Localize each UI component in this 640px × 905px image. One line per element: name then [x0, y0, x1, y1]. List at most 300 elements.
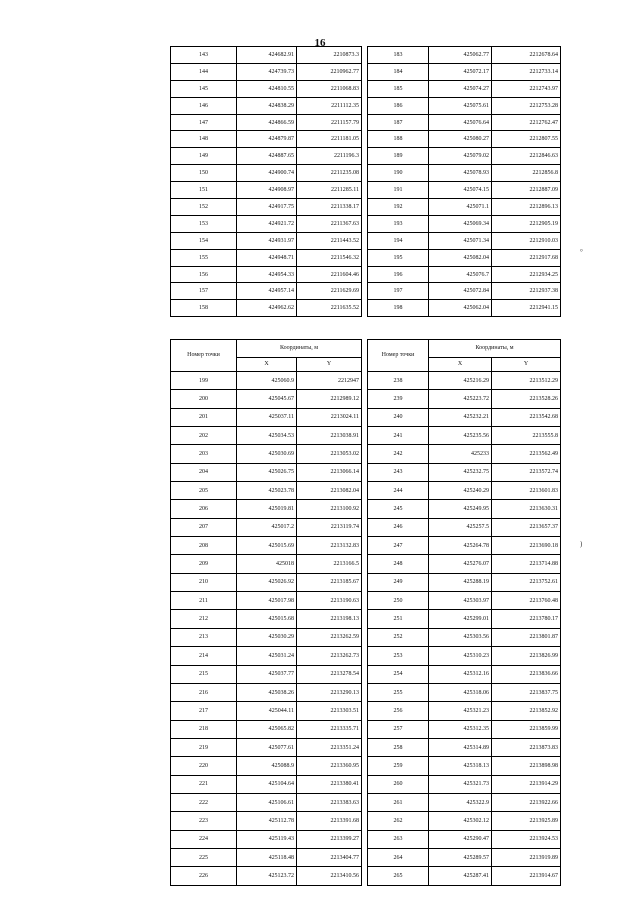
x-coordinate-cell: 425038.26	[237, 683, 297, 701]
point-number-cell: 220	[171, 757, 237, 775]
table-row	[171, 390, 362, 408]
point-number-cell: 243	[368, 463, 429, 481]
coordinates-table-1-left	[170, 46, 362, 317]
y-coordinate-cell: 2213262.73	[297, 647, 362, 665]
table-row	[368, 249, 561, 266]
table-row	[368, 199, 561, 216]
y-coordinate-cell: 2212887.09	[492, 182, 561, 199]
y-coordinate-cell: 2213752.61	[492, 573, 561, 591]
header-x: X	[237, 358, 297, 372]
point-number-cell: 188	[368, 131, 429, 148]
point-number-cell: 255	[368, 683, 429, 701]
y-coordinate-cell: 2211604.46	[297, 266, 362, 283]
y-coordinate-cell: 2213360.95	[297, 757, 362, 775]
table-row	[368, 848, 561, 866]
y-coordinate-cell: 2213100.92	[297, 500, 362, 518]
table-row	[171, 830, 362, 848]
y-coordinate-cell: 2211196.3	[297, 148, 362, 165]
x-coordinate-cell: 425026.75	[237, 463, 297, 481]
x-coordinate-cell: 425312.16	[429, 665, 492, 683]
table-row	[368, 683, 561, 701]
point-number-cell: 254	[368, 665, 429, 683]
table-row	[171, 114, 362, 131]
y-coordinate-cell: 2211235.08	[297, 165, 362, 182]
point-number-cell: 225	[171, 848, 237, 866]
table-row	[368, 80, 561, 97]
table-row	[368, 500, 561, 518]
x-coordinate-cell: 425321.73	[429, 775, 492, 793]
table-row	[368, 390, 561, 408]
x-coordinate-cell: 425299.01	[429, 610, 492, 628]
x-coordinate-cell: 424931.97	[237, 232, 297, 249]
header-coordinates: Координаты, м	[429, 340, 561, 358]
y-coordinate-cell: 2213391.68	[297, 812, 362, 830]
y-coordinate-cell: 2213303.51	[297, 702, 362, 720]
x-coordinate-cell: 425288.19	[429, 573, 492, 591]
x-coordinate-cell: 424838.29	[237, 97, 297, 114]
point-number-cell: 156	[171, 266, 237, 283]
point-number-cell: 242	[368, 445, 429, 463]
point-number-cell: 143	[171, 47, 237, 64]
y-coordinate-cell: 2213404.77	[297, 848, 362, 866]
x-coordinate-cell: 424879.87	[237, 131, 297, 148]
table-row	[171, 249, 362, 266]
table-row	[368, 47, 561, 64]
table-row	[171, 165, 362, 182]
y-coordinate-cell: 2213528.26	[492, 390, 561, 408]
point-number-cell: 147	[171, 114, 237, 131]
point-number-cell: 198	[368, 300, 429, 317]
table-row	[171, 427, 362, 445]
x-coordinate-cell: 424810.55	[237, 80, 297, 97]
table-row	[368, 738, 561, 756]
x-coordinate-cell: 425088.9	[237, 757, 297, 775]
margin-mark-top: °	[580, 248, 583, 256]
y-coordinate-cell: 2211157.79	[297, 114, 362, 131]
table-row	[368, 445, 561, 463]
table-row	[171, 555, 362, 573]
table-row	[368, 775, 561, 793]
table-row	[171, 812, 362, 830]
point-number-cell: 244	[368, 482, 429, 500]
point-number-cell: 261	[368, 793, 429, 811]
y-coordinate-cell: 2213826.99	[492, 647, 561, 665]
header-y: Y	[297, 358, 362, 372]
point-number-cell: 257	[368, 720, 429, 738]
y-coordinate-cell: 2212937.38	[492, 283, 561, 300]
table-row	[171, 97, 362, 114]
y-coordinate-cell: 2213542.68	[492, 408, 561, 426]
x-coordinate-cell: 425069.34	[429, 215, 492, 232]
coordinates-table-1-right	[367, 46, 561, 317]
point-number-cell: 256	[368, 702, 429, 720]
y-coordinate-cell: 2213399.27	[297, 830, 362, 848]
x-coordinate-cell: 425303.56	[429, 628, 492, 646]
y-coordinate-cell: 2213038.91	[297, 427, 362, 445]
table-body	[171, 372, 362, 886]
table-row	[368, 283, 561, 300]
x-coordinate-cell: 425223.72	[429, 390, 492, 408]
x-coordinate-cell: 425023.78	[237, 482, 297, 500]
x-coordinate-cell: 425030.69	[237, 445, 297, 463]
x-coordinate-cell: 425106.61	[237, 793, 297, 811]
x-coordinate-cell: 424948.71	[237, 249, 297, 266]
y-coordinate-cell: 2212905.19	[492, 215, 561, 232]
y-coordinate-cell: 2213555.8	[492, 427, 561, 445]
table-body	[171, 47, 362, 317]
y-coordinate-cell: 2212910.03	[492, 232, 561, 249]
x-coordinate-cell: 425303.97	[429, 592, 492, 610]
point-number-cell: 226	[171, 867, 237, 885]
y-coordinate-cell: 2213262.59	[297, 628, 362, 646]
table-row	[171, 63, 362, 80]
x-coordinate-cell: 425112.78	[237, 812, 297, 830]
point-number-cell: 145	[171, 80, 237, 97]
x-coordinate-cell: 425045.67	[237, 390, 297, 408]
point-number-cell: 249	[368, 573, 429, 591]
table-row	[368, 372, 561, 390]
point-number-cell: 263	[368, 830, 429, 848]
y-coordinate-cell: 2211367.63	[297, 215, 362, 232]
point-number-cell: 194	[368, 232, 429, 249]
y-coordinate-cell: 2211112.35	[297, 97, 362, 114]
header-point-number: Номер точки	[171, 340, 237, 372]
y-coordinate-cell: 2213859.99	[492, 720, 561, 738]
x-coordinate-cell: 424957.14	[237, 283, 297, 300]
table-row	[368, 573, 561, 591]
table-row	[368, 148, 561, 165]
x-coordinate-cell: 425322.9	[429, 793, 492, 811]
y-coordinate-cell: 2213780.17	[492, 610, 561, 628]
y-coordinate-cell: 2213290.13	[297, 683, 362, 701]
y-coordinate-cell: 2210873.3	[297, 47, 362, 64]
x-coordinate-cell: 424954.33	[237, 266, 297, 283]
table-row	[368, 182, 561, 199]
x-coordinate-cell: 425074.27	[429, 80, 492, 97]
table-row	[171, 182, 362, 199]
point-number-cell: 223	[171, 812, 237, 830]
point-number-cell: 158	[171, 300, 237, 317]
x-coordinate-cell: 425060.9	[237, 372, 297, 390]
point-number-cell: 259	[368, 757, 429, 775]
x-coordinate-cell: 424739.73	[237, 63, 297, 80]
x-coordinate-cell: 425018	[237, 555, 297, 573]
y-coordinate-cell: 2213914.29	[492, 775, 561, 793]
point-number-cell: 253	[368, 647, 429, 665]
point-number-cell: 240	[368, 408, 429, 426]
point-number-cell: 201	[171, 408, 237, 426]
point-number-cell: 203	[171, 445, 237, 463]
point-number-cell: 144	[171, 63, 237, 80]
table-row	[368, 97, 561, 114]
point-number-cell: 209	[171, 555, 237, 573]
point-number-cell: 192	[368, 199, 429, 216]
table-row	[171, 775, 362, 793]
y-coordinate-cell: 2212733.14	[492, 63, 561, 80]
x-coordinate-cell: 425015.69	[237, 537, 297, 555]
x-coordinate-cell: 424866.59	[237, 114, 297, 131]
header-coordinates: Координаты, м	[237, 340, 362, 358]
point-number-cell: 260	[368, 775, 429, 793]
point-number-cell: 221	[171, 775, 237, 793]
point-number-cell: 265	[368, 867, 429, 885]
x-coordinate-cell: 425034.53	[237, 427, 297, 445]
table-row	[368, 812, 561, 830]
point-number-cell: 248	[368, 555, 429, 573]
y-coordinate-cell: 2213898.98	[492, 757, 561, 775]
y-coordinate-cell: 2212934.25	[492, 266, 561, 283]
x-coordinate-cell: 425015.68	[237, 610, 297, 628]
x-coordinate-cell: 425235.56	[429, 427, 492, 445]
header-point-number: Номер точки	[368, 340, 429, 372]
x-coordinate-cell: 425017.2	[237, 518, 297, 536]
point-number-cell: 207	[171, 518, 237, 536]
point-number-cell: 258	[368, 738, 429, 756]
y-coordinate-cell: 2213760.48	[492, 592, 561, 610]
table-row	[368, 427, 561, 445]
table-row	[171, 80, 362, 97]
coordinates-table-2-left	[170, 339, 362, 886]
table-row	[368, 165, 561, 182]
table-row	[171, 537, 362, 555]
table-row	[171, 148, 362, 165]
y-coordinate-cell: 2213572.74	[492, 463, 561, 481]
y-coordinate-cell: 2213119.74	[297, 518, 362, 536]
x-coordinate-cell: 425082.04	[429, 249, 492, 266]
table-row	[368, 300, 561, 317]
x-coordinate-cell: 425118.48	[237, 848, 297, 866]
x-coordinate-cell: 425030.29	[237, 628, 297, 646]
y-coordinate-cell: 2213190.63	[297, 592, 362, 610]
point-number-cell: 205	[171, 482, 237, 500]
point-number-cell: 197	[368, 283, 429, 300]
x-coordinate-cell: 425104.64	[237, 775, 297, 793]
x-coordinate-cell: 425071.34	[429, 232, 492, 249]
table-row	[171, 482, 362, 500]
point-number-cell: 214	[171, 647, 237, 665]
x-coordinate-cell: 425233	[429, 445, 492, 463]
x-coordinate-cell: 425249.95	[429, 500, 492, 518]
x-coordinate-cell: 425026.92	[237, 573, 297, 591]
point-number-cell: 184	[368, 63, 429, 80]
y-coordinate-cell: 2213601.83	[492, 482, 561, 500]
x-coordinate-cell: 425075.61	[429, 97, 492, 114]
y-coordinate-cell: 2213335.71	[297, 720, 362, 738]
x-coordinate-cell: 425321.23	[429, 702, 492, 720]
point-number-cell: 154	[171, 232, 237, 249]
point-number-cell: 238	[368, 372, 429, 390]
x-coordinate-cell: 425078.93	[429, 165, 492, 182]
point-number-cell: 153	[171, 215, 237, 232]
point-number-cell: 239	[368, 390, 429, 408]
point-number-cell: 213	[171, 628, 237, 646]
y-coordinate-cell: 2213166.5	[297, 555, 362, 573]
y-coordinate-cell: 2211546.32	[297, 249, 362, 266]
table-row	[368, 610, 561, 628]
table-row	[368, 628, 561, 646]
y-coordinate-cell: 2213925.89	[492, 812, 561, 830]
point-number-cell: 219	[171, 738, 237, 756]
table-row	[368, 592, 561, 610]
x-coordinate-cell: 424921.72	[237, 215, 297, 232]
point-number-cell: 152	[171, 199, 237, 216]
point-number-cell: 146	[171, 97, 237, 114]
y-coordinate-cell: 2213836.66	[492, 665, 561, 683]
x-coordinate-cell: 425232.75	[429, 463, 492, 481]
y-coordinate-cell: 2213082.04	[297, 482, 362, 500]
point-number-cell: 148	[171, 131, 237, 148]
point-number-cell: 262	[368, 812, 429, 830]
y-coordinate-cell: 2213657.37	[492, 518, 561, 536]
table-row	[171, 702, 362, 720]
point-number-cell: 183	[368, 47, 429, 64]
point-number-cell: 200	[171, 390, 237, 408]
y-coordinate-cell: 2213562.49	[492, 445, 561, 463]
y-coordinate-cell: 2213919.89	[492, 848, 561, 866]
point-number-cell: 246	[368, 518, 429, 536]
table-row	[171, 867, 362, 885]
x-coordinate-cell: 424887.65	[237, 148, 297, 165]
point-number-cell: 157	[171, 283, 237, 300]
point-number-cell: 251	[368, 610, 429, 628]
y-coordinate-cell: 2212947	[297, 372, 362, 390]
table-row	[368, 266, 561, 283]
y-coordinate-cell: 2213690.18	[492, 537, 561, 555]
point-number-cell: 185	[368, 80, 429, 97]
y-coordinate-cell: 2213512.29	[492, 372, 561, 390]
table-row	[368, 757, 561, 775]
x-coordinate-cell: 425216.29	[429, 372, 492, 390]
table-row	[171, 665, 362, 683]
x-coordinate-cell: 425289.57	[429, 848, 492, 866]
table-row	[368, 647, 561, 665]
x-coordinate-cell: 425080.27	[429, 131, 492, 148]
table-row	[368, 518, 561, 536]
table-row	[171, 720, 362, 738]
header-x: X	[429, 358, 492, 372]
point-number-cell: 216	[171, 683, 237, 701]
table-row	[171, 232, 362, 249]
table-row	[171, 266, 362, 283]
x-coordinate-cell: 425062.04	[429, 300, 492, 317]
x-coordinate-cell: 425072.17	[429, 63, 492, 80]
table-row	[368, 830, 561, 848]
x-coordinate-cell: 425077.61	[237, 738, 297, 756]
x-coordinate-cell: 424900.74	[237, 165, 297, 182]
table-row	[171, 592, 362, 610]
x-coordinate-cell: 425123.72	[237, 867, 297, 885]
point-number-cell: 204	[171, 463, 237, 481]
point-number-cell: 217	[171, 702, 237, 720]
x-coordinate-cell: 425072.84	[429, 283, 492, 300]
point-number-cell: 247	[368, 537, 429, 555]
table-row	[171, 738, 362, 756]
y-coordinate-cell: 2213914.67	[492, 867, 561, 885]
table-row	[368, 131, 561, 148]
y-coordinate-cell: 2212917.68	[492, 249, 561, 266]
x-coordinate-cell: 425240.29	[429, 482, 492, 500]
table-row	[171, 463, 362, 481]
x-coordinate-cell: 425302.12	[429, 812, 492, 830]
x-coordinate-cell: 425264.78	[429, 537, 492, 555]
point-number-cell: 193	[368, 215, 429, 232]
point-number-cell: 212	[171, 610, 237, 628]
table-row	[171, 628, 362, 646]
y-coordinate-cell: 2212753.28	[492, 97, 561, 114]
x-coordinate-cell: 425074.15	[429, 182, 492, 199]
x-coordinate-cell: 425276.07	[429, 555, 492, 573]
point-number-cell: 215	[171, 665, 237, 683]
point-number-cell: 189	[368, 148, 429, 165]
point-number-cell: 190	[368, 165, 429, 182]
y-coordinate-cell: 2213053.02	[297, 445, 362, 463]
table-row	[368, 720, 561, 738]
y-coordinate-cell: 2212807.55	[492, 131, 561, 148]
x-coordinate-cell: 424908.97	[237, 182, 297, 199]
table-body	[368, 372, 561, 886]
y-coordinate-cell: 2213410.56	[297, 867, 362, 885]
table-row	[368, 63, 561, 80]
y-coordinate-cell: 2213380.41	[297, 775, 362, 793]
table-row	[368, 463, 561, 481]
x-coordinate-cell: 425076.64	[429, 114, 492, 131]
point-number-cell: 202	[171, 427, 237, 445]
y-coordinate-cell: 2211635.52	[297, 300, 362, 317]
y-coordinate-cell: 2211285.11	[297, 182, 362, 199]
y-coordinate-cell: 2213801.87	[492, 628, 561, 646]
y-coordinate-cell: 2213351.24	[297, 738, 362, 756]
y-coordinate-cell: 2213198.13	[297, 610, 362, 628]
table-row	[368, 114, 561, 131]
table-row	[171, 131, 362, 148]
point-number-cell: 155	[171, 249, 237, 266]
point-number-cell: 199	[171, 372, 237, 390]
table-row	[171, 283, 362, 300]
table-row	[368, 867, 561, 885]
coordinates-table-2-right	[367, 339, 561, 886]
x-coordinate-cell: 424682.91	[237, 47, 297, 64]
point-number-cell: 150	[171, 165, 237, 182]
table-row	[368, 702, 561, 720]
y-coordinate-cell: 2212989.12	[297, 390, 362, 408]
point-number-cell: 149	[171, 148, 237, 165]
y-coordinate-cell: 2212846.63	[492, 148, 561, 165]
x-coordinate-cell: 425017.98	[237, 592, 297, 610]
point-number-cell: 206	[171, 500, 237, 518]
margin-mark-bottom: )	[580, 540, 583, 548]
x-coordinate-cell: 425071.1	[429, 199, 492, 216]
point-number-cell: 211	[171, 592, 237, 610]
x-coordinate-cell: 425318.06	[429, 683, 492, 701]
table-row	[368, 408, 561, 426]
table-row	[171, 518, 362, 536]
point-number-cell: 224	[171, 830, 237, 848]
x-coordinate-cell: 425232.21	[429, 408, 492, 426]
table-row	[171, 500, 362, 518]
y-coordinate-cell: 2211443.52	[297, 232, 362, 249]
x-coordinate-cell: 425287.41	[429, 867, 492, 885]
table-row	[368, 793, 561, 811]
table-row	[171, 199, 362, 216]
y-coordinate-cell: 2213132.83	[297, 537, 362, 555]
x-coordinate-cell: 425037.77	[237, 665, 297, 683]
x-coordinate-cell: 425031.24	[237, 647, 297, 665]
y-coordinate-cell: 2212896.13	[492, 199, 561, 216]
y-coordinate-cell: 2212678.64	[492, 47, 561, 64]
y-coordinate-cell: 2212743.97	[492, 80, 561, 97]
table-row	[368, 215, 561, 232]
y-coordinate-cell: 2210962.77	[297, 63, 362, 80]
